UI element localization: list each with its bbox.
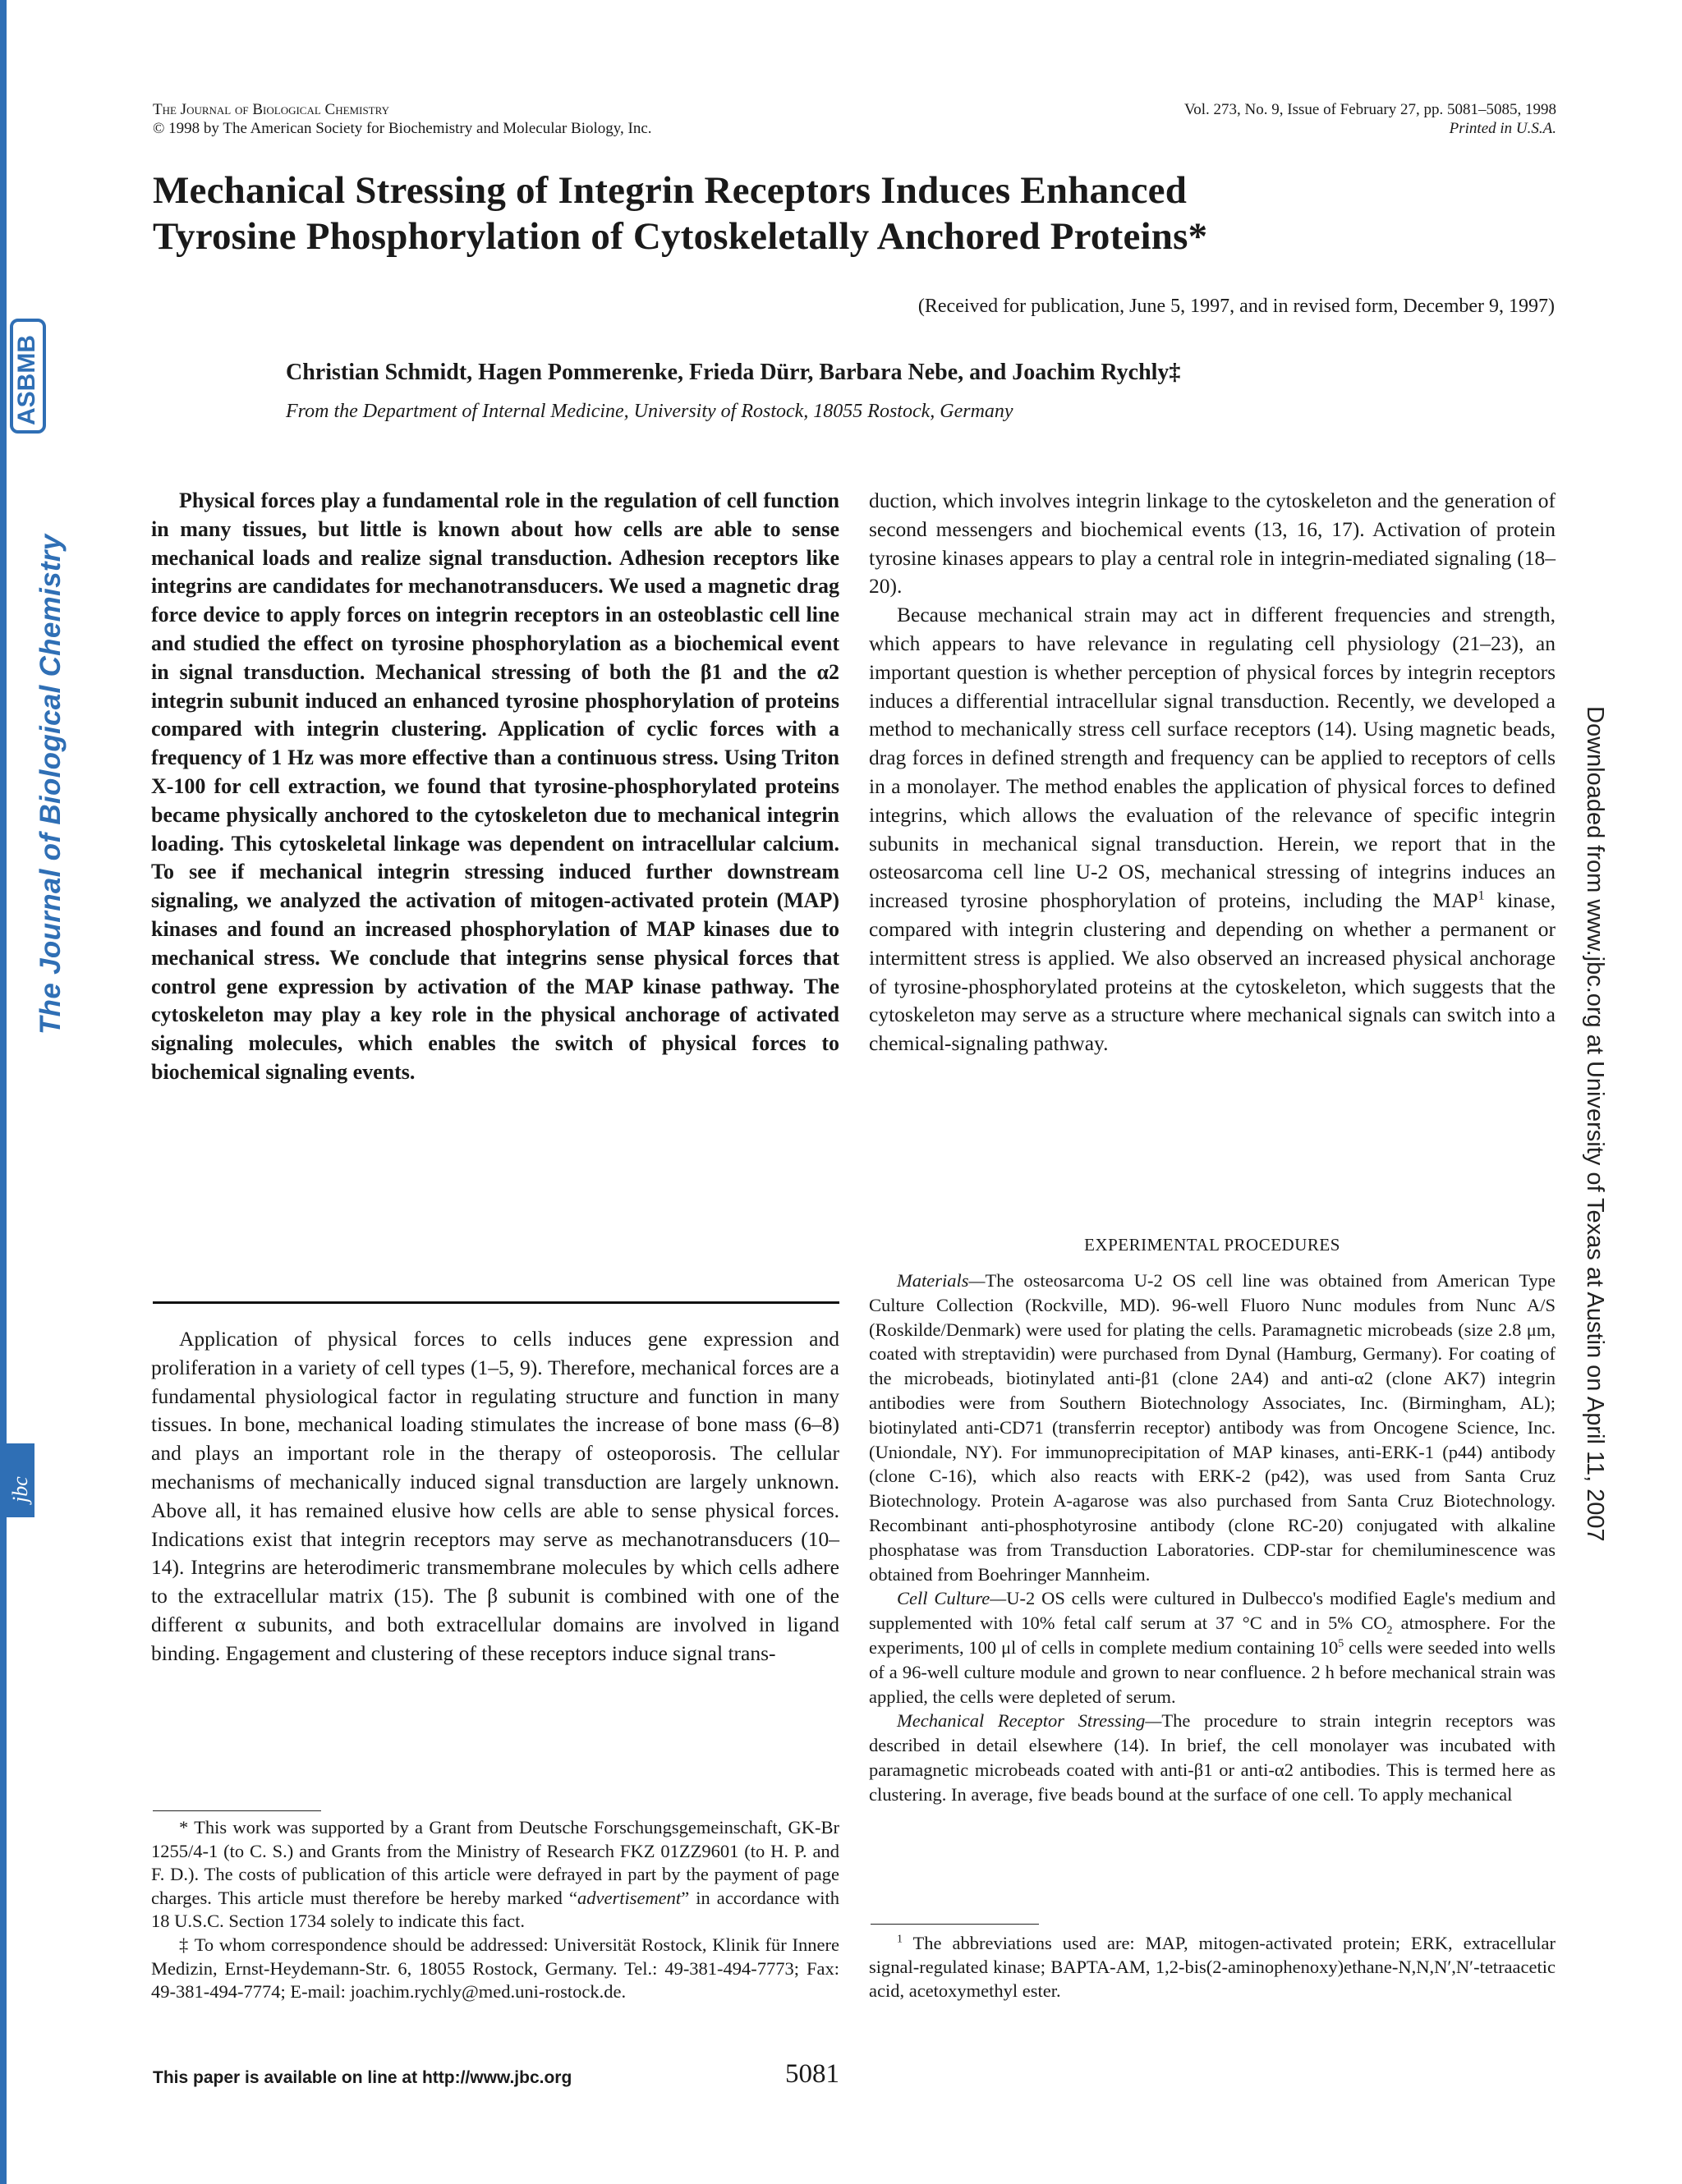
received-dates: (Received for publication, June 5, 1997, and in revised form, December 9, 1997) (917, 296, 1555, 317)
title-line-2: Tyrosine Phosphorylation of Cytoskeletally Anchored Proteins* (153, 215, 1208, 258)
volume-info: Vol. 273, No. 9, Issue of February 27, pp. 5081–5085, 1998 (1184, 101, 1556, 118)
jbc-logo-icon (7, 1443, 34, 1517)
footnotes-left (151, 1816, 839, 2004)
culture-text-c: cells were seeded into wells of a 96-well culture module and grown to near confluence. 2 h before mechanical strain was applied, the cells were depleted of serum. (869, 1636, 1556, 1707)
abbreviations-body: The abbreviations used are: MAP, mitogen-activated protein; ERK, extracellular signal-regulated kinase; BAPTA-AM, 1,2-bis(2-aminophenoxy)ethane-N,N,N′,N′-tetraacetic acid, acetoxymethyl ester. (869, 1933, 1556, 2001)
funding-footnote (151, 1816, 839, 1934)
materials-paragraph (869, 1269, 1556, 1586)
journal-name: The Journal of Biological Chemistry (153, 101, 389, 118)
abbreviations-text (869, 1931, 1556, 2003)
materials-text: The osteosarcoma U-2 OS cell line was obtained from American Type Culture Collection (Rockville, MD). 96-well Fluoro Nunc modules from Nunc A/S (Roskilde/Denmark) were used for plating the cells. Paramagnetic microbeads (size 2.8 μm, coated with streptavidin) were purchased from Dynal (Hamburg, Germany). For coating of the microbeads, biotinylated anti-β1 (clone 2A4) and anti-α2 (clone AK7) integrin antibodies were from Southern Biotechnology Associates, Inc. (Birmingham, AL); biotinylated anti-CD71 (transferrin receptor) antibody was from Oncogene Science, Inc. (Uniondale, NY). For immunoprecipitation of MAP kinases, anti-ERK-1 (p44) antibody (clone C-16), which also reacts with ERK-2 (p42), was used from Santa Cruz Biotechnology. Protein A-agarose was also purchased from Santa Cruz Biotechnology. Recombinant anti-phosphotyrosine antibody (clone RC-20) conjugated with alkaline phosphatase was from Transduction Laboratories. CDP-star for chemiluminescence was obtained from Boehringer Mannheim. (869, 1270, 1556, 1585)
side-color-strip (0, 0, 7, 2184)
abbreviations-footnote (869, 1931, 1556, 2003)
right-paragraph-1: duction, which involves integrin linkage to the cytoskeleton and the generation of second messengers and biochemical events (13, 16, 17). Activation of protein tyrosine kinases appears to play a central role in integrin-mediated signaling (18–20). (869, 489, 1556, 599)
availability-note: This paper is available on line at http://www.jbc.org (153, 2068, 572, 2087)
materials-label: Materials— (897, 1270, 986, 1291)
funding-footnote-end: ” in accordance with 18 U.S.C. Section 1734 solely to indicate this fact. (151, 1887, 839, 1932)
author-list: Christian Schmidt, Hagen Pommerenke, Frieda Dürr, Barbara Nebe, and Joachim Rychly‡ (286, 360, 1181, 385)
correspondence-footnote: ‡ To whom correspondence should be addressed: Universität Rostock, Klinik für Innere Medizin, Ernst-Heydemann-Str. 6, 18055 Rostock, Germany. Tel.: 49-381-494-7773; Fax: 49-381-494-7774; E-mail: joachim.rychly@med.uni-rostock.de. (151, 1934, 839, 2003)
footnote-divider-right (871, 1924, 1039, 1925)
funding-footnote-text: * This work was supported by a Grant from Deutsche Forschungsgemeinschaft, GK-Br 1255/4-1 (to C. S.) and Grants from the Ministry of Research FKZ 01ZZ9601 (to H. P. and F. D.). The costs of publication of this article were defrayed in part by the payment of page charges. This article must therefore be hereby marked “ (151, 1817, 839, 1908)
asbmb-logo-icon (7, 319, 49, 434)
issue-header (1184, 100, 1556, 138)
right-paragraph-2-text-cont: kinase, compared with integrin clustering and depending on whether a permanent or intermittent stress is applied. We also observed an increased physical anchorage of tyrosine-phosphorylated proteins at the cytoskeleton, which suggests that the cytoskeleton may serve as a structure where mechanical signals can switch into a chemical-signaling pathway. (869, 888, 1556, 1056)
section-heading-experimental: EXPERIMENTAL PROCEDURES (1084, 1235, 1340, 1255)
funding-footnote-italic: advertisement (577, 1887, 682, 1908)
introduction (151, 1325, 839, 1668)
asbmb-logo-text: ASBMB (13, 335, 40, 425)
article-title (153, 167, 1565, 259)
intro-paragraph: Application of physical forces to cells induces gene expression and proliferation in a variety of cell types (1–5, 9). Therefore, mechanical forces are a fundamental physiological factor in regulating structure and function in many tissues. In bone, mechanical loading stimulates the increase of bone mass (6–8) and plays an important role in the therapy of osteoporosis. The cellular mechanisms of mechanically induced signal transduction are largely unknown. Above all, it has remained elusive how cells are able to sense physical forces. Indications exist that integrin receptors may serve as mechanotransducers (10–14). Integrins are heterodimeric transmembrane molecules by which cells adhere to the extracellular matrix (15). The β subunit is combined with one of the different α subunits, and both extracellular domains are involved in ligand binding. Engagement and clustering of these receptors induce signal trans- (151, 1327, 839, 1665)
experimental-procedures (869, 1269, 1556, 1807)
page-number: 5081 (785, 2059, 839, 2089)
footnote-ref-1: 1 (1477, 888, 1485, 903)
footnote-divider-left (153, 1810, 321, 1811)
right-paragraph-2 (869, 601, 1556, 1058)
download-notice-text: Downloaded from www.jbc.org at University of Texas at Austin on April 11, 2007 (1582, 706, 1608, 1542)
affiliation: From the Department of Internal Medicine, University of Rostock, 18055 Rostock, Germany (286, 401, 1013, 422)
journal-header (153, 100, 652, 138)
right-paragraph-2-text: Because mechanical strain may act in different frequencies and strength, which appears to have relevance in regulating cell physiology (21–23), an important question is whether perception of physical forces by integrin receptors induces a differential intracellular signal transduction. Recently, we developed a method to mechanically stress cell surface receptors (14). Using magnetic beads, drag forces in defined strength and frequency can be applied to receptors of cells in a monolayer. The method enables the application of physical forces to defined integrins, which allows the evaluation of the relevance of specific integrin subunits in mechanical signal transduction. Herein, we report that in the osteosarcoma cell line U-2 OS, mechanical stressing of integrins induces an increased tyrosine phosphorylation of proteins, including the MAP (869, 603, 1556, 913)
title-line-1: Mechanical Stressing of Integrin Receptors Induces Enhanced (153, 169, 1188, 212)
exponent-superscript: 5 (1338, 1637, 1344, 1650)
co2-subscript: 2 (1386, 1624, 1393, 1637)
culture-paragraph (869, 1586, 1556, 1709)
printed-in: Printed in U.S.A. (1449, 120, 1556, 137)
jbc-logo-text: jbc (8, 1476, 32, 1503)
culture-text-b: atmosphere. For the experiments, 100 μl of cells in complete medium containing 10 (869, 1613, 1556, 1658)
stressing-paragraph (869, 1709, 1556, 1806)
copyright-line: © 1998 by The American Society for Biochemistry and Molecular Biology, Inc. (153, 120, 652, 137)
stressing-label: Mechanical Receptor Stressing— (897, 1710, 1162, 1732)
abstract-divider (153, 1301, 839, 1304)
abbreviations-marker: 1 (897, 1933, 903, 1946)
abstract-text: Physical forces play a fundamental role in the regulation of cell function in many tissues, but little is known about how cells are able to sense mechanical loads and realize signal transduction. Adhesion receptors like integrins are candidates for mechanotransducers. We used a magnetic drag force device to apply forces on integrin receptors in an osteoblastic cell line and studied the effect on tyrosine phosphorylation as a biochemical event in signal transduction. Mechanical stressing of both the β1 and the α2 integrin subunit induced an enhanced tyrosine phosphorylation of proteins compared with integrin clustering. Application of cyclic forces with a frequency of 1 Hz was more effective than a continuous stress. Using Triton X-100 for cell extraction, we found that tyrosine-phosphorylated proteins became physically anchored to the cytoskeleton due to mechanical integrin loading. This cytoskeletal linkage was dependent on intracellular calcium. To see if mechanical integrin stressing induced further downstream signaling, we analyzed the activation of mitogen-activated protein (MAP) kinases and found an increased phosphorylation of MAP kinases due to mechanical stress. We conclude that integrins sense physical forces that control gene expression by activation of the MAP kinase pathway. The cytoskeleton may play a key role in the physical anchorage of activated signaling molecules, which enables the switch of physical forces to biochemical signaling events. (151, 489, 839, 1084)
right-column-body (869, 487, 1556, 1058)
culture-text-a: U-2 OS cells were cultured in Dulbecco's modified Eagle's medium and supplemented with 10% fetal calf serum at 37 °C and in 5% CO (869, 1588, 1556, 1634)
journal-vertical-text: The Journal of Biological Chemistry (34, 534, 67, 1035)
stressing-text: The procedure to strain integrin receptors was described in detail elsewhere (14). In brief, the cell monolayer was incubated with paramagnetic microbeads coated with anti-β1 or anti-α2 antibodies. This is termed here as clustering. In average, five beads bound at the surface of one cell. To apply mechanical (869, 1710, 1556, 1805)
abstract (151, 487, 839, 1087)
culture-label: Cell Culture— (897, 1588, 1007, 1609)
